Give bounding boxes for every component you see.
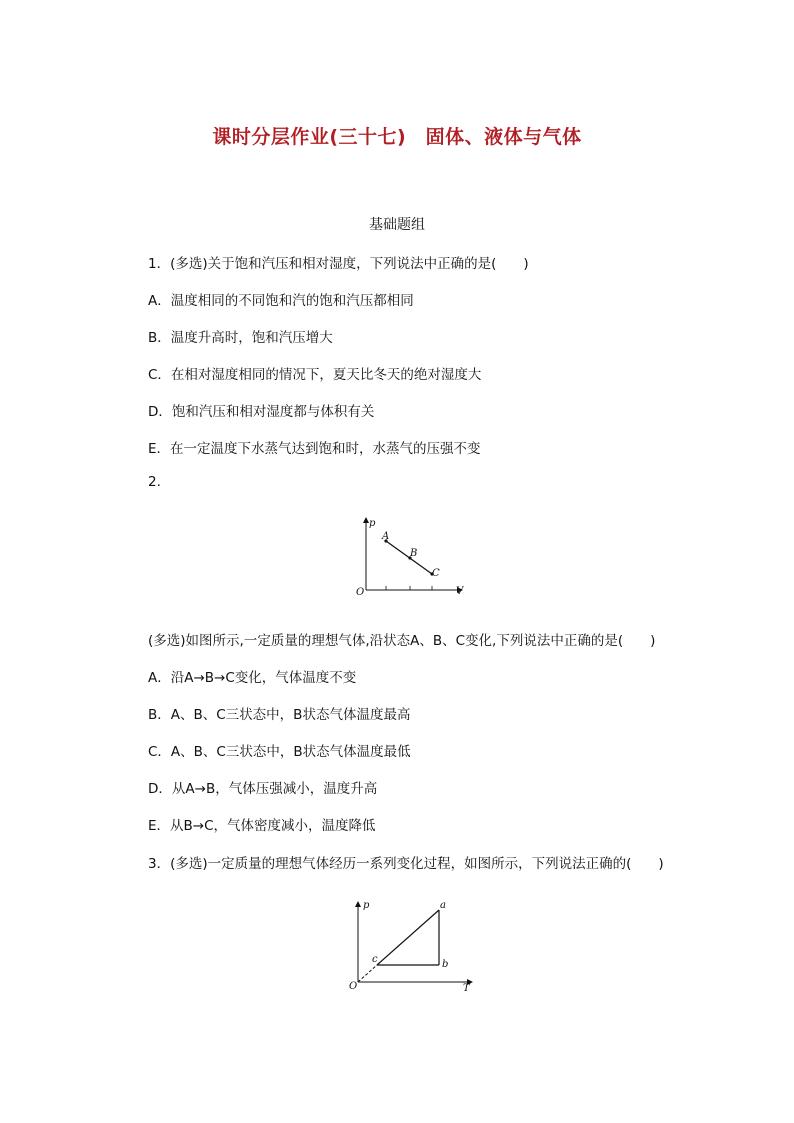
question-1-option-b: B．温度升高时，饱和汽压增大: [148, 330, 333, 346]
page-title: 课时分层作业(三十七) 固体、液体与气体: [212, 126, 582, 148]
question-1-option-a: A．温度相同的不同饱和汽的饱和汽压都相同: [148, 293, 414, 309]
question-1-stem: 1．(多选)关于饱和汽压和相对湿度，下列说法中正确的是( ): [148, 256, 529, 272]
pv-diagram: [350, 512, 470, 598]
dashed-extension: [358, 965, 377, 982]
question-2-option-e: E．从B→C，气体密度减小，温度降低: [148, 818, 376, 834]
p-axis-label: p: [363, 900, 370, 911]
pt-diagram: [346, 898, 476, 994]
question-1-option-d: D．饱和汽压和相对湿度都与体积有关: [148, 404, 375, 420]
question-3-stem: 3．(多选)一定质量的理想气体经历一系列变化过程，如图所示，下列说法正确的( ): [148, 856, 664, 872]
v-axis-label: V: [456, 586, 464, 597]
point-c-label: c: [372, 954, 378, 965]
p-axis-label: p: [369, 518, 376, 529]
question-2-option-b: B．A、B、C三状态中，B状态气体温度最高: [148, 707, 411, 723]
section-heading: 基础题组: [369, 217, 425, 233]
question-2-option-a: A．沿A→B→C变化，气体温度不变: [148, 670, 357, 686]
question-2-stem: (多选)如图所示,一定质量的理想气体,沿状态A、B、C变化,下列说法中正确的是( ): [148, 633, 656, 649]
t-axis-label: T: [463, 983, 470, 994]
question-2-number: 2.: [148, 474, 161, 490]
point-a-label: a: [440, 900, 446, 911]
question-1-option-e: E．在一定温度下水蒸气达到饱和时，水蒸气的压强不变: [148, 441, 481, 457]
point-b-label: B: [410, 548, 418, 559]
origin-label: O: [349, 981, 358, 992]
point-b-label: b: [442, 959, 449, 970]
origin-label: O: [356, 587, 365, 598]
line-ca: [377, 910, 439, 965]
point-a-label: A: [382, 531, 390, 542]
question-1-option-c: C．在相对湿度相同的情况下，夏天比冬天的绝对湿度大: [148, 367, 482, 383]
question-2-option-d: D．从A→B，气体压强减小，温度升高: [148, 781, 378, 797]
point-c-label: C: [432, 568, 440, 579]
question-2-option-c: C．A、B、C三状态中，B状态气体温度最低: [148, 744, 411, 760]
